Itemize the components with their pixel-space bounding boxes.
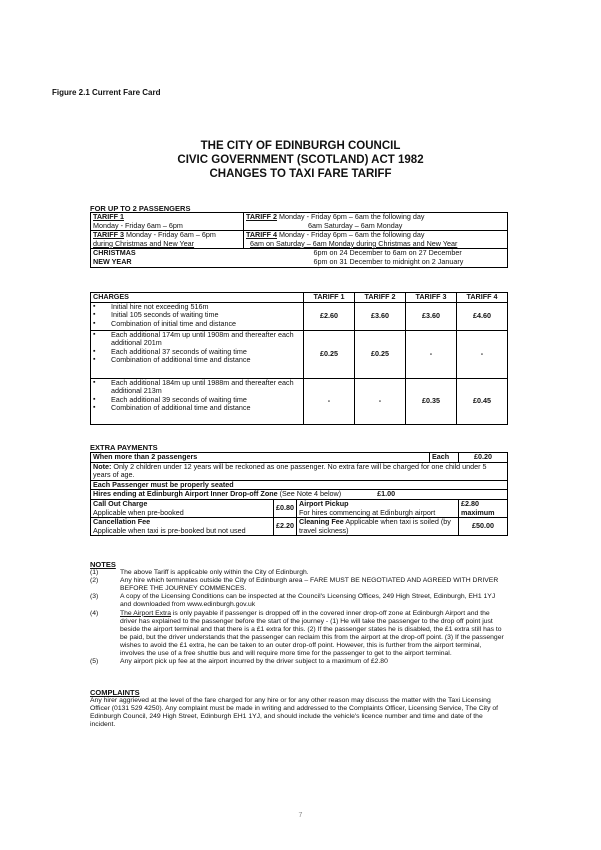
cancel-text: Applicable when taxi is pre-booked but not used xyxy=(93,525,246,535)
charges-table xyxy=(90,292,508,425)
callout-title: Call Out Charge xyxy=(93,498,148,508)
pickup-max: maximum xyxy=(461,507,495,517)
note-4-number: (4) xyxy=(90,609,99,617)
additional-b-tariff-1-value: - xyxy=(304,378,355,424)
additional-a-tariff-3-value: - xyxy=(406,330,457,378)
note-cell xyxy=(91,462,508,480)
tariff-4-text-2: 6am on Saturday – 6am Monday during Christmas and New Year xyxy=(250,238,458,248)
title-council: THE CITY OF EDINBURGH COUNCIL xyxy=(200,140,401,152)
each-value: £0.20 xyxy=(459,453,508,463)
tariff-4-cell xyxy=(244,231,508,249)
note-3-text: A copy of the Licensing Conditions can be inspected at the Council's Licensing Offices, 249 High Street, Edinburgh, EH1 1YJ and downloaded from www.edinburgh.gov.uk xyxy=(120,593,496,609)
tariff-schedule-table xyxy=(90,212,508,268)
tariff-1-header: TARIFF 1 xyxy=(304,293,355,303)
title-changes: CHANGES TO TAXI FARE TARIFF xyxy=(209,168,392,180)
tariff-3-text: Monday - Friday 6am – 6pm xyxy=(124,230,216,240)
note-4-lead: The Airport Extra xyxy=(120,609,171,617)
tariff-2-title: TARIFF 2 xyxy=(246,212,278,221)
cancel-cell xyxy=(91,518,274,536)
tariff-1-text: Monday - Friday 6am – 6pm xyxy=(93,220,183,230)
tariff-3-cell xyxy=(91,231,244,249)
additional-a-tariff-4-value: - xyxy=(457,330,508,378)
initial-tariff-4-value: £4.60 xyxy=(457,302,508,330)
list-item: ▪ Each additional 174m up until 1908m and thereafter each additional 201m xyxy=(93,331,301,348)
figure-label: Figure 2.1 Current Fare Card xyxy=(52,88,161,97)
callout-cell xyxy=(91,499,274,517)
title-act: CIVIC GOVERNMENT (SCOTLAND) ACT 1982 xyxy=(177,154,424,166)
notes-section xyxy=(90,561,506,666)
note-text: Only 2 children under 12 years will be reckoned as one passenger. No extra fare will be charged for one child under 5 years of age. xyxy=(93,461,487,480)
note-2 xyxy=(90,577,506,593)
note-4 xyxy=(90,610,506,659)
page-number: 7 xyxy=(298,812,303,819)
airport-hires-label: Hires ending at Edinburgh Airport Inner Drop-off Zone xyxy=(93,489,278,499)
list-item: ▪ Combination of initial time and distance xyxy=(93,320,301,329)
complaints-section xyxy=(90,689,506,729)
note-5-number: (5) xyxy=(90,658,99,666)
note-2-text: Any hire which terminates outside the City of Edinburgh area – FARE MUST BE NEGOTIATED AND AGREED WITH DRIVER BEFORE THE JOURNEY COMMENCES. xyxy=(120,577,499,593)
each-label: Each xyxy=(430,453,459,463)
note-label: Note: xyxy=(93,461,112,471)
list-item: ▪ Combination of additional time and distance xyxy=(93,356,301,365)
note-4-text: is only payable if passenger is dropped off in the covered inner drop-off zone at Edinburgh Airport and the driver has explained to the passenger before the start of the journey - (1) He will take the passenger to the drop off point just beside the airport terminal and that there is a £1 extra for this. (2) If the passenger states he is disabled, the £1 extra still has to be paid, but the driver understands that the passenger can reclaim this from the airport at the drop-off point. (3) If the passenger wishes to avoid the £1 extra, he can be taken to an outer drop-off point. However, this is further from the airport terminal, involves the use of a free shuttle bus and will require more time for the passenger to get to the airport terminal. xyxy=(120,609,504,658)
cleaning-cell xyxy=(297,518,459,536)
additional-a-tariff-2-value: £0.25 xyxy=(355,330,406,378)
list-item: ▪ Combination of additional time and distance xyxy=(93,404,301,413)
newyear-label: NEW YEAR xyxy=(93,256,132,266)
tariff-2-text-2: 6am Saturday – 6am Monday xyxy=(308,220,403,230)
tariff-2-text: Monday - Friday 6pm – 6am the following day xyxy=(277,212,425,221)
tariff-2-cell xyxy=(244,213,508,231)
pickup-title: Airport Pickup xyxy=(299,498,349,508)
airport-hires-value: £1.00 xyxy=(377,489,396,499)
airport-hires-note: (See Note 4 below) xyxy=(277,489,342,499)
charge-row-initial xyxy=(91,302,304,330)
note-1 xyxy=(90,569,506,577)
christmas-label: CHRISTMAS xyxy=(93,248,136,258)
seated-label: Each Passenger must be properly seated xyxy=(91,480,508,490)
note-5 xyxy=(90,658,506,666)
christmas-period: 6pm on 24 December to 6am on 27 December xyxy=(313,248,462,258)
cleaning-title: Cleaning Fee xyxy=(299,517,344,527)
tariff-3-title: TARIFF 3 xyxy=(93,230,125,240)
tariff-3-header: TARIFF 3 xyxy=(406,293,457,303)
complaints-heading: COMPLAINTS xyxy=(90,688,140,697)
pickup-value-cell xyxy=(459,499,508,517)
additional-a-tariff-1-value: £0.25 xyxy=(304,330,355,378)
tariff-4-text: Monday - Friday 6pm – 6am the following day xyxy=(277,230,425,240)
list-item: ▪ Each additional 184m up until 1988m and thereafter each additional 213m xyxy=(93,379,301,396)
pickup-value: £2.80 xyxy=(461,498,479,508)
callout-value: £0.80 xyxy=(274,499,297,517)
cancel-title: Cancellation Fee xyxy=(93,517,151,527)
tariff-4-title: TARIFF 4 xyxy=(246,230,278,240)
passengers-heading: FOR UP TO 2 PASSENGERS xyxy=(90,204,191,213)
tariff-2-header: TARIFF 2 xyxy=(355,293,406,303)
extra-payments-table xyxy=(90,452,508,536)
tariff-4-header: TARIFF 4 xyxy=(457,293,508,303)
charge-row-additional-a xyxy=(91,330,304,378)
complaints-text: Any hirer aggrieved at the level of the fare charged for any hire or for any other reason may discuss the matter with the Taxi Licensing Officer (0131 529 4250). Any complaint must be made in writing and addressed to the Complaints Officer, Licensing Service, The City of Edinburgh Council, 249 High Street, Edinburgh EH1 1YJ, and should include the vehicle's licence number and time and date of the incident. xyxy=(90,697,499,729)
additional-b-tariff-2-value: - xyxy=(355,378,406,424)
charge-row-additional-b xyxy=(91,378,304,424)
note-5-text: Any airport pick up fee at the airport incurred by the driver subject to a maximum of £2.80 xyxy=(120,658,388,666)
cleaning-text: Applicable when taxi is soiled (by travel sickness) xyxy=(299,517,451,535)
callout-text: Applicable when pre-booked xyxy=(93,507,184,517)
cancel-value: £2.20 xyxy=(274,518,297,536)
tariff-1-title: TARIFF 1 xyxy=(93,212,125,221)
list-item: ▪ Initial 105 seconds of waiting time xyxy=(93,311,301,320)
list-item: ▪ Each additional 39 seconds of waiting time xyxy=(93,396,301,405)
initial-tariff-3-value: £3.60 xyxy=(406,302,457,330)
note-1-text: The above Tariff is applicable only within the City of Edinburgh. xyxy=(120,569,309,577)
pickup-text: For hires commencing at Edinburgh airport xyxy=(299,507,436,517)
additional-b-tariff-3-value: £0.35 xyxy=(406,378,457,424)
tariff-1-cell xyxy=(91,213,244,231)
additional-b-tariff-4-value: £0.45 xyxy=(457,378,508,424)
list-item: ▪ Each additional 37 seconds of waiting time xyxy=(93,348,301,357)
initial-tariff-1-value: £2.60 xyxy=(304,302,355,330)
more-than-2-label: When more than 2 passengers xyxy=(91,453,430,463)
cleaning-value: £50.00 xyxy=(459,518,508,536)
holiday-labels xyxy=(91,249,244,267)
newyear-period: 6pm on 31 December to midnight on 2 January xyxy=(313,256,464,266)
pickup-cell xyxy=(297,499,459,517)
note-1-number: (1) xyxy=(90,569,99,577)
list-item: ▪ Initial hire not exceeding 516m xyxy=(93,303,301,312)
note-3 xyxy=(90,593,506,609)
tariff-3-text-2: during Christmas and New Year xyxy=(93,238,195,248)
note-3-number: (3) xyxy=(90,593,99,601)
holiday-periods xyxy=(244,249,508,267)
notes-heading: NOTES xyxy=(90,560,116,569)
charges-header: CHARGES xyxy=(91,293,304,303)
initial-tariff-2-value: £3.60 xyxy=(355,302,406,330)
extra-payments-heading: EXTRA PAYMENTS xyxy=(90,443,158,452)
note-2-number: (2) xyxy=(90,577,99,585)
